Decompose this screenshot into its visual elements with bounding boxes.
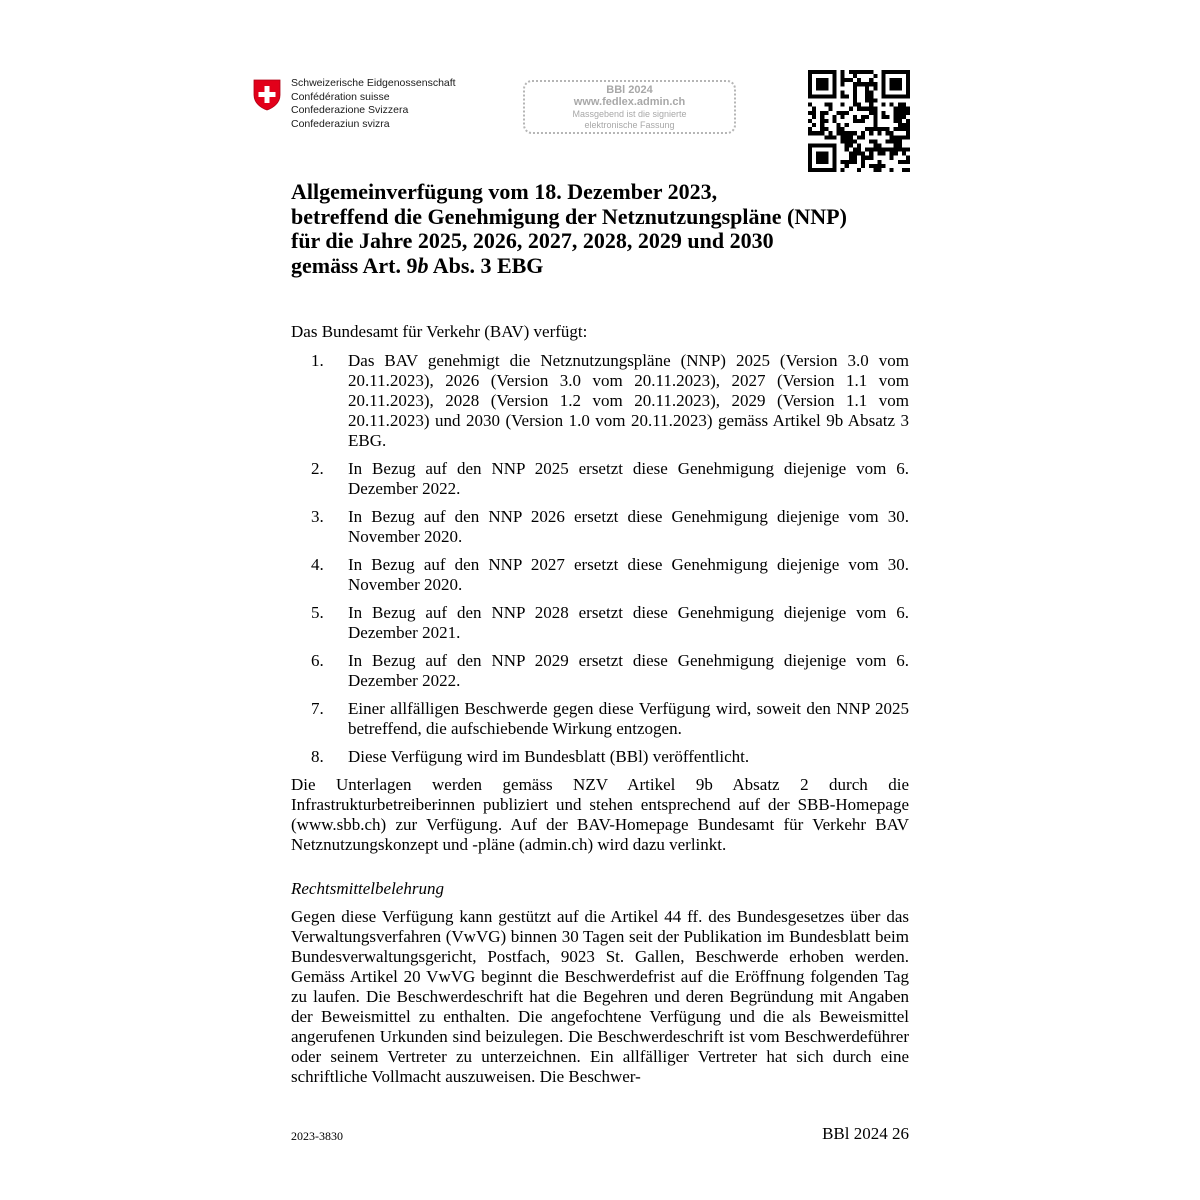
fedlex-stamp [523, 80, 736, 134]
confederation-names [291, 77, 456, 131]
logo-line-de: Schweizerische Eidgenossenschaft [291, 77, 456, 89]
publication-paragraph: Die Unterlagen werden gemäss NZV Artikel 9b Absatz 2 durch die Infrastrukturbetreiberinnen publiziert und stehen entsprechend auf der SBB-Homepage (www.sbb.ch) zur Verfügung. Auf der BAV-Homepage Bundesamt für Verkehr BAV Netznutzungskonzept und -pläne (admin.ch) wird dazu verlinkt. [291, 775, 909, 854]
list-item [291, 459, 909, 499]
logo-line-it: Confederazione Svizzera [291, 104, 409, 116]
logo-line-rm: Confederaziun svizra [291, 117, 390, 130]
decision-list [291, 351, 909, 767]
stamp-line-2: www.fedlex.admin.ch [573, 96, 686, 108]
item-number: 4. [311, 555, 324, 574]
item-text: In Bezug auf den NNP 2027 ersetzt diese Genehmigung diejenige vom 30. November 2020. [348, 555, 909, 594]
swiss-cross-icon [253, 79, 281, 111]
title-line-1: Allgemeinverfügung vom 18. Dezember 2023, [291, 179, 718, 204]
logo-line-fr: Confédération suisse [291, 90, 390, 103]
list-item [291, 651, 909, 691]
qr-code-icon [808, 70, 910, 172]
item-number: 2. [311, 459, 324, 478]
document-body [291, 322, 909, 1087]
item-text: In Bezug auf den NNP 2028 ersetzt diese Genehmigung diejenige vom 6. Dezember 2021. [348, 603, 909, 642]
title-line-4: gemäss Art. 9b Abs. 3 EBG [291, 252, 544, 278]
item-number: 3. [311, 507, 324, 526]
federal-logo [253, 77, 483, 137]
item-text: Das BAV genehmigt die Netznutzungspläne (NNP) 2025 (Version 3.0 vom 20.11.2023), 2026 (Version 3.0 vom 20.11.2023), 2027 (Version 1.1 vom 20.11.2023), 2028 (Version 1.2 vom 20.11.2023), 2029 (Version 1.1 vom 20.11.2023) und 2030 (Version 1.0 vom 20.11.2023) gemäss Artikel 9b Absatz 3 EBG. [348, 351, 909, 450]
list-item [291, 747, 909, 767]
item-number: 7. [311, 699, 324, 718]
item-number: 5. [311, 603, 324, 622]
document-number: 2023-3830 [291, 1129, 343, 1143]
item-text: In Bezug auf den NNP 2026 ersetzt diese Genehmigung diejenige vom 30. November 2020. [348, 507, 909, 546]
title-line-3: für die Jahre 2025, 2026, 2027, 2028, 2029 und 2030 [291, 228, 774, 253]
list-item [291, 699, 909, 739]
stamp-line-4: elektronische Fassung [584, 120, 675, 130]
appeal-paragraph: Gegen diese Verfügung kann gestützt auf die Artikel 44 ff. des Bundesgesetzes über das Verwaltungsverfahren (VwVG) binnen 30 Tagen seit der Publikation im Bundesblatt beim Bundesverwaltungsgericht, Postfach, 9023 St. Gallen, Beschwerde erhoben werden. Gemäss Artikel 20 VwVG beginnt die Beschwerdefrist auf die Eröffnung folgenden Tag zu laufen. Die Beschwerdeschrift hat die Begehren und deren Begründung mit Angaben der Beweismittel zu enthalten. Die angefochtene Verfügung und die als Beweismittel angerufenen Urkunden sind beizulegen. Die Beschwerdeschrift ist vom Beschwerdeführer oder seinem Vertreter zu unterzeichnen. Ein allfälliger Vertreter hat sich durch eine schriftliche Vollmacht auszuweisen. Die Beschwer- [291, 907, 909, 1086]
intro-text: Das Bundesamt für Verkehr (BAV) verfügt: [291, 322, 588, 341]
item-number: 1. [311, 351, 324, 370]
item-text: Einer allfälligen Beschwerde gegen diese Verfügung wird, soweit den NNP 2025 betreffend, die aufschiebende Wirkung entzogen. [348, 699, 909, 738]
page-reference: BBl 2024 26 [822, 1124, 909, 1143]
stamp-line-1: BBl 2024 [606, 84, 653, 96]
title-line-2: betreffend die Genehmigung der Netznutzungspläne (NNP) [291, 203, 847, 229]
section-heading-appeal: Rechtsmittelbelehrung [291, 879, 444, 898]
list-item [291, 507, 909, 547]
item-text: In Bezug auf den NNP 2029 ersetzt diese Genehmigung diejenige vom 6. Dezember 2022. [348, 651, 909, 690]
item-text: In Bezug auf den NNP 2025 ersetzt diese Genehmigung diejenige vom 6. Dezember 2022. [348, 459, 909, 498]
document-title [291, 180, 931, 278]
list-item [291, 351, 909, 451]
item-number: 6. [311, 651, 324, 670]
list-item [291, 555, 909, 595]
list-item [291, 603, 909, 643]
item-number: 8. [311, 747, 324, 766]
stamp-line-3: Massgebend ist die signierte [572, 109, 687, 119]
item-text: Diese Verfügung wird im Bundesblatt (BBl) veröffentlicht. [348, 747, 750, 766]
